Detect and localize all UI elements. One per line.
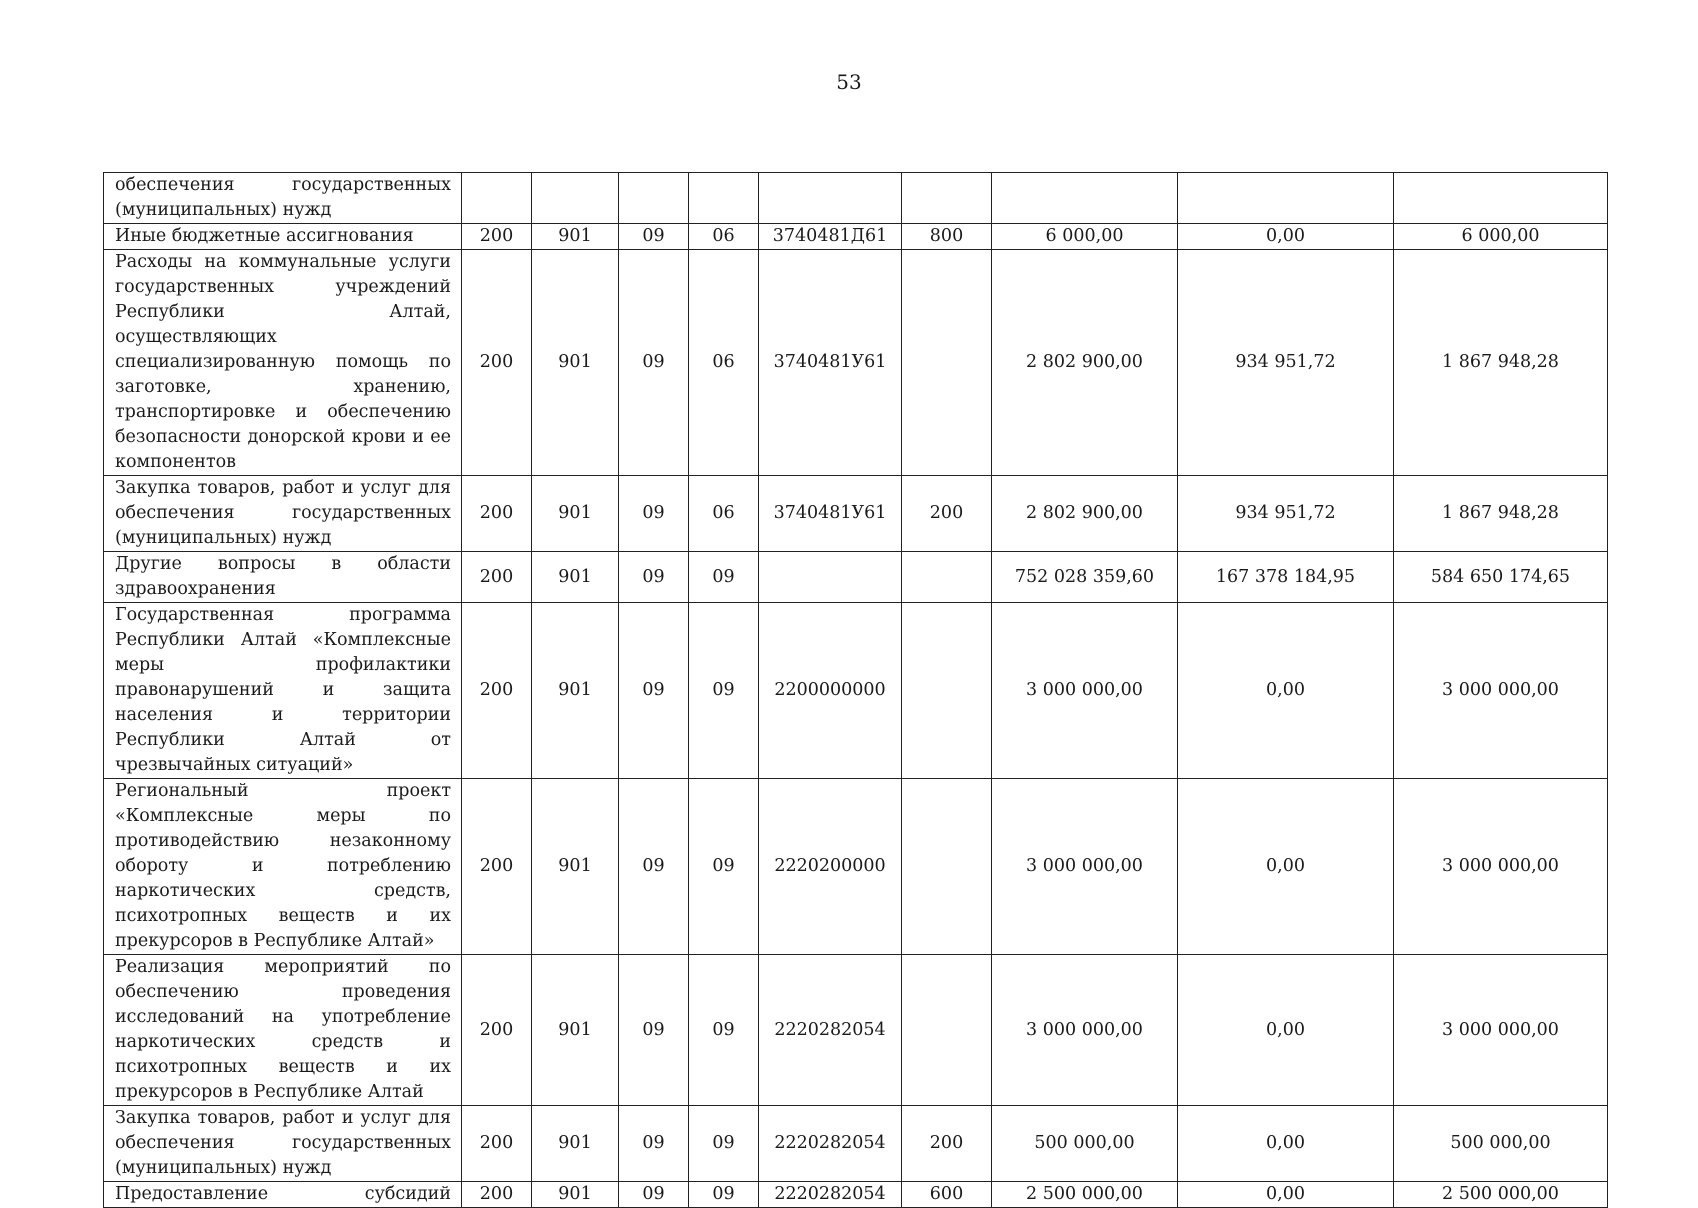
section-code-cell: 09 (619, 224, 689, 250)
section-code-cell: 09 (619, 1182, 689, 1208)
executed-amount-cell: 0,00 (1178, 224, 1394, 250)
ministry-code-cell: 901 (532, 603, 619, 779)
row-name-cell: Реализация мероприятий по обеспечению проведения исследований на употребление наркотических средств и психотропных веществ и их прекурсоров в Республике Алтай (104, 955, 462, 1106)
target-article-cell (759, 552, 902, 603)
admin-code-cell (462, 173, 532, 224)
plan-amount-cell: 2 802 900,00 (992, 476, 1178, 552)
target-article-cell: 3740481У61 (759, 250, 902, 476)
remainder-amount-cell (1394, 173, 1608, 224)
expense-type-cell: 200 (902, 476, 992, 552)
plan-amount-cell: 500 000,00 (992, 1106, 1178, 1182)
table-row (104, 250, 1608, 476)
budget-table-body (104, 173, 1608, 1208)
executed-amount-cell (1178, 173, 1394, 224)
executed-amount-cell: 0,00 (1178, 1106, 1394, 1182)
target-article-cell: 2220200000 (759, 779, 902, 955)
admin-code-cell: 200 (462, 603, 532, 779)
section-code-cell: 09 (619, 552, 689, 603)
executed-amount-cell: 934 951,72 (1178, 250, 1394, 476)
row-name-cell: Предоставление субсидий (104, 1182, 462, 1208)
table-row (104, 1106, 1608, 1182)
remainder-amount-cell: 584 650 174,65 (1394, 552, 1608, 603)
row-name-cell: Расходы на коммунальные услуги государственных учреждений Республики Алтай, осуществляющих специализированную помощь по заготовке, хранению, транспортировке и обеспечению безопасности донорской крови и ее компонентов (104, 250, 462, 476)
executed-amount-cell: 0,00 (1178, 1182, 1394, 1208)
section-code-cell: 09 (619, 476, 689, 552)
plan-amount-cell: 2 802 900,00 (992, 250, 1178, 476)
admin-code-cell: 200 (462, 955, 532, 1106)
target-article-cell: 2220282054 (759, 955, 902, 1106)
table-row (104, 224, 1608, 250)
subsection-code-cell: 09 (689, 552, 759, 603)
subsection-code-cell: 09 (689, 1106, 759, 1182)
executed-amount-cell: 167 378 184,95 (1178, 552, 1394, 603)
row-name-cell: Закупка товаров, работ и услуг для обеспечения государственных (муниципальных) нужд (104, 1106, 462, 1182)
target-article-cell: 2200000000 (759, 603, 902, 779)
target-article-cell: 3740481У61 (759, 476, 902, 552)
ministry-code-cell: 901 (532, 250, 619, 476)
expense-type-cell (902, 173, 992, 224)
section-code-cell: 09 (619, 250, 689, 476)
subsection-code-cell: 06 (689, 250, 759, 476)
expense-type-cell (902, 955, 992, 1106)
target-article-cell: 2220282054 (759, 1182, 902, 1208)
budget-table (103, 172, 1608, 1208)
table-row (104, 173, 1608, 224)
ministry-code-cell: 901 (532, 476, 619, 552)
plan-amount-cell (992, 173, 1178, 224)
section-code-cell (619, 173, 689, 224)
remainder-amount-cell: 3 000 000,00 (1394, 603, 1608, 779)
remainder-amount-cell: 1 867 948,28 (1394, 476, 1608, 552)
admin-code-cell: 200 (462, 1182, 532, 1208)
row-name-cell: Закупка товаров, работ и услуг для обеспечения государственных (муниципальных) нужд (104, 476, 462, 552)
table-row (104, 955, 1608, 1106)
expense-type-cell (902, 250, 992, 476)
row-name-cell: Другие вопросы в области здравоохранения (104, 552, 462, 603)
plan-amount-cell: 6 000,00 (992, 224, 1178, 250)
table-row (104, 779, 1608, 955)
admin-code-cell: 200 (462, 224, 532, 250)
admin-code-cell: 200 (462, 1106, 532, 1182)
target-article-cell: 2220282054 (759, 1106, 902, 1182)
expense-type-cell (902, 603, 992, 779)
remainder-amount-cell: 3 000 000,00 (1394, 955, 1608, 1106)
plan-amount-cell: 752 028 359,60 (992, 552, 1178, 603)
target-article-cell (759, 173, 902, 224)
remainder-amount-cell: 500 000,00 (1394, 1106, 1608, 1182)
ministry-code-cell (532, 173, 619, 224)
expense-type-cell: 800 (902, 224, 992, 250)
executed-amount-cell: 0,00 (1178, 779, 1394, 955)
executed-amount-cell: 0,00 (1178, 603, 1394, 779)
table-row (104, 603, 1608, 779)
row-name-cell: Государственная программа Республики Алтай «Комплексные меры профилактики правонарушений и защита населения и территории Республики Алтай от чрезвычайных ситуаций» (104, 603, 462, 779)
subsection-code-cell: 06 (689, 224, 759, 250)
ministry-code-cell: 901 (532, 224, 619, 250)
expense-type-cell (902, 779, 992, 955)
remainder-amount-cell: 2 500 000,00 (1394, 1182, 1608, 1208)
row-name-cell: обеспечения государственных (муниципальных) нужд (104, 173, 462, 224)
plan-amount-cell: 3 000 000,00 (992, 779, 1178, 955)
subsection-code-cell: 09 (689, 779, 759, 955)
ministry-code-cell: 901 (532, 1106, 619, 1182)
remainder-amount-cell: 3 000 000,00 (1394, 779, 1608, 955)
row-name-cell: Региональный проект «Комплексные меры по противодействию незаконному обороту и потреблению наркотических средств, психотропных веществ и их прекурсоров в Республике Алтай» (104, 779, 462, 955)
subsection-code-cell: 09 (689, 1182, 759, 1208)
table-row (104, 552, 1608, 603)
plan-amount-cell: 3 000 000,00 (992, 955, 1178, 1106)
section-code-cell: 09 (619, 603, 689, 779)
expense-type-cell (902, 552, 992, 603)
subsection-code-cell: 09 (689, 603, 759, 779)
expense-type-cell: 600 (902, 1182, 992, 1208)
expense-type-cell: 200 (902, 1106, 992, 1182)
table-row (104, 476, 1608, 552)
subsection-code-cell (689, 173, 759, 224)
table-row (104, 1182, 1608, 1208)
target-article-cell: 3740481Д61 (759, 224, 902, 250)
admin-code-cell: 200 (462, 250, 532, 476)
executed-amount-cell: 934 951,72 (1178, 476, 1394, 552)
ministry-code-cell: 901 (532, 552, 619, 603)
ministry-code-cell: 901 (532, 955, 619, 1106)
admin-code-cell: 200 (462, 476, 532, 552)
page-number: 53 (836, 70, 862, 94)
remainder-amount-cell: 6 000,00 (1394, 224, 1608, 250)
admin-code-cell: 200 (462, 779, 532, 955)
section-code-cell: 09 (619, 779, 689, 955)
ministry-code-cell: 901 (532, 779, 619, 955)
executed-amount-cell: 0,00 (1178, 955, 1394, 1106)
plan-amount-cell: 3 000 000,00 (992, 603, 1178, 779)
remainder-amount-cell: 1 867 948,28 (1394, 250, 1608, 476)
row-name-cell: Иные бюджетные ассигнования (104, 224, 462, 250)
admin-code-cell: 200 (462, 552, 532, 603)
ministry-code-cell: 901 (532, 1182, 619, 1208)
plan-amount-cell: 2 500 000,00 (992, 1182, 1178, 1208)
subsection-code-cell: 06 (689, 476, 759, 552)
section-code-cell: 09 (619, 955, 689, 1106)
section-code-cell: 09 (619, 1106, 689, 1182)
subsection-code-cell: 09 (689, 955, 759, 1106)
